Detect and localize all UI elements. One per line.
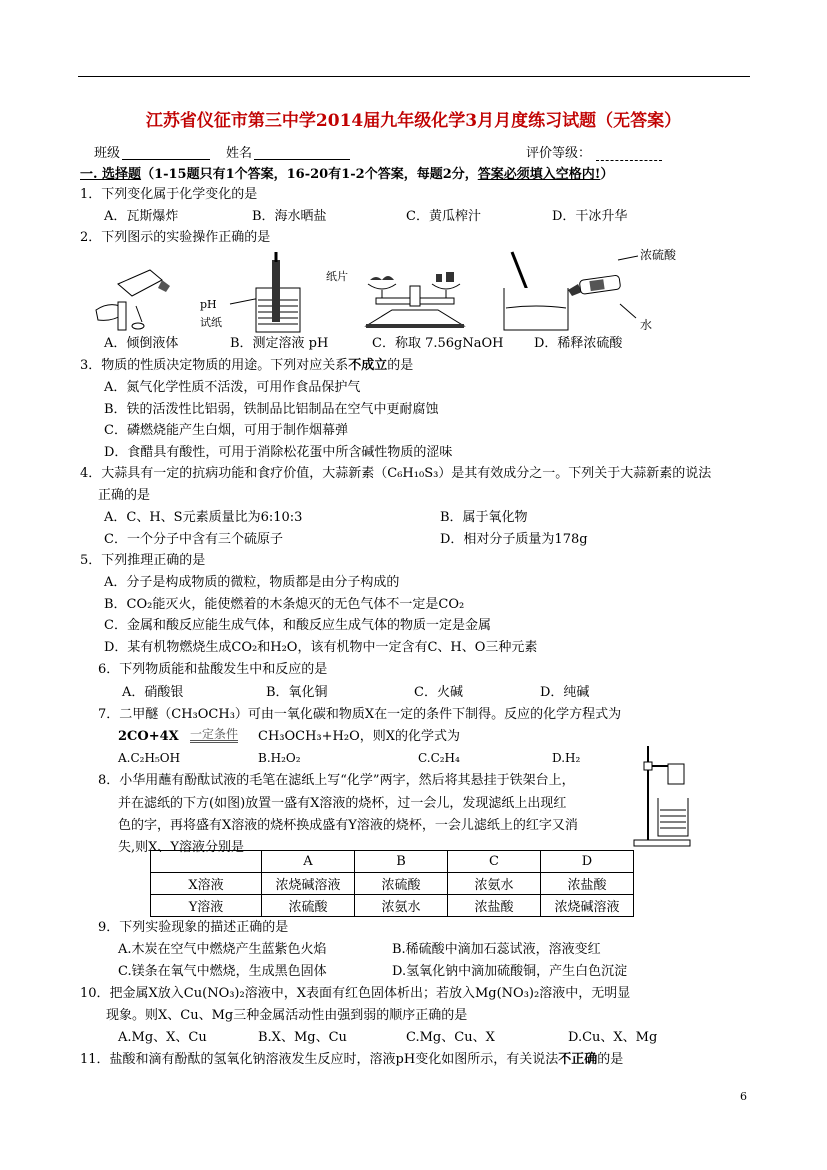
table-cell: 浓氨水: [448, 873, 541, 895]
q9-option-b: B.稀硫酸中滴加石蕊试液，溶液变红: [392, 942, 601, 957]
table-cell: [151, 851, 262, 873]
table-cell: 浓烧碱溶液: [262, 873, 355, 895]
ph-label: pH: [200, 298, 217, 311]
q1-option-b: B．海水晒盐: [252, 209, 327, 224]
q2-option-c: C．称取 7.56gNaOH: [372, 336, 504, 351]
table-cell: Y溶液: [151, 895, 262, 917]
class-blank: [122, 159, 210, 160]
table-cell: A: [262, 851, 355, 873]
q7-option-b: B.H₂O₂: [258, 751, 301, 765]
q8-stem-line1: 8．小华用蘸有酚酞试液的毛笔在滤纸上写“化学”两字，然后将其悬挂于铁架台上，: [98, 773, 575, 788]
q3-option-d: D．食醋具有酸性，可用于消除松花蛋中所含碱性物质的涩味: [104, 445, 453, 460]
q1-option-c: C．黄瓜榨汁: [406, 209, 481, 224]
balance-figure: [362, 250, 472, 332]
q1-option-a: A．瓦斯爆炸: [104, 209, 179, 224]
conc-acid-label: 浓硫酸: [640, 248, 677, 262]
q9-option-a: A.木炭在空气中燃烧产生蓝紫色火焰: [118, 942, 327, 957]
q2-option-d: D．稀释浓硫酸: [534, 336, 623, 351]
table-cell: D: [541, 851, 634, 873]
q8-stem-line3: 色的字，再将盛有X溶液的烧杯换成盛有Y溶液的烧杯，一会儿滤纸上的红字又消: [118, 818, 578, 833]
q3-option-c: C．磷燃烧能产生白烟，可用于制作烟幕弹: [104, 423, 348, 438]
q7-option-c: C.C₂H₄: [418, 751, 460, 765]
q1-option-d: D．干冰升华: [552, 209, 628, 224]
table-cell: 浓烧碱溶液: [541, 895, 634, 917]
class-label: 班级: [94, 146, 121, 161]
water-label: 水: [640, 318, 653, 332]
table-cell: 浓硫酸: [262, 895, 355, 917]
q4-stem-line2: 正确的是: [98, 488, 151, 503]
q7-equation-left: 2CO+4X: [118, 729, 179, 744]
table-cell: C: [448, 851, 541, 873]
paper-piece-label: 纸片: [326, 270, 348, 283]
q8-stem-line2: 并在滤纸的下方(如图)放置一盛有X溶液的烧杯，过一会儿，发现滤纸上出现红: [118, 796, 567, 811]
q3-stem: 3．物质的性质决定物质的用途。下列对应关系不成立的是: [80, 358, 414, 373]
q9-option-c: C.镁条在氧气中燃烧，生成黑色固体: [118, 964, 327, 979]
q3-option-a: A．氮气化学性质不活泼，可用作食品保护气: [104, 380, 361, 395]
q4-option-b: B．属于氧化物: [440, 510, 528, 525]
table-header-row: [151, 851, 634, 873]
q7-option-a: A.C₂H₅OH: [118, 751, 181, 765]
q5-option-b: B．CO₂能灭火，能使燃着的木条熄灭的无色气体不一定是CO₂: [104, 597, 465, 612]
q4-stem-line1: 4．大蒜具有一定的抗病功能和食疗价值，大蒜新素（C₆H₁₀S₃）是其有效成分之一。下列关于大蒜新素的说法: [80, 466, 712, 481]
q8-answer-table: [150, 850, 634, 917]
q10-option-b: B.X、Mg、Cu: [258, 1030, 347, 1045]
q10-option-d: D.Cu、X、Mg: [568, 1030, 658, 1045]
q10-option-c: C.Mg、Cu、X: [406, 1030, 495, 1045]
page-number: 6: [740, 1090, 747, 1103]
q4-option-d: D．相对分子质量为178g: [440, 532, 588, 547]
q3-option-b: B．铁的活泼性比铝弱，铁制品比铝制品在空气中更耐腐蚀: [104, 402, 439, 417]
table-cell: B: [355, 851, 448, 873]
name-label: 姓名: [226, 146, 253, 161]
q5-stem: 5．下列推理正确的是: [80, 553, 206, 568]
q1-stem: 1．下列变化属于化学变化的是: [80, 187, 258, 202]
q6-option-d: D．纯碱: [540, 685, 590, 700]
q2-stem: 2．下列图示的实验操作正确的是: [80, 230, 271, 245]
name-blank: [254, 159, 350, 160]
q7-option-d: D.H₂: [552, 751, 581, 765]
table-cell: 浓盐酸: [448, 895, 541, 917]
q10-stem-line1: 10．把金属X放入Cu(NO₃)₂溶液中，X表面有红色固体析出；若放入Mg(NO₃)₂溶液中，无明显: [80, 986, 631, 1001]
q5-option-d: D．某有机物燃烧生成CO₂和H₂O，该有机物中一定含有C、H、O三种元素: [104, 640, 538, 655]
q4-option-c: C．一个分子中含有三个硫原子: [104, 532, 283, 547]
q6-option-b: B．氧化铜: [266, 685, 328, 700]
grade-blank: [596, 159, 662, 161]
q9-stem: 9．下列实验现象的描述正确的是: [98, 920, 289, 935]
pouring-liquid-figure: [88, 262, 180, 334]
q5-option-c: C．金属和酸反应能生成气体，和酸反应生成气体的物质一定是金属: [104, 618, 491, 633]
q6-stem: 6．下列物质能和盐酸发生中和反应的是: [98, 662, 328, 677]
q2-option-b: B．测定溶液 pH: [230, 336, 329, 351]
table-cell: 浓硫酸: [355, 873, 448, 895]
iron-stand-figure: [628, 744, 692, 848]
section-heading: 一. 选择题（1-15题只有1个答案，16-20有1-2个答案，每题2分，答案必须填入空格内!）: [80, 167, 614, 182]
table-cell: 浓盐酸: [541, 873, 634, 895]
q10-option-a: A.Mg、X、Cu: [118, 1030, 207, 1045]
q7-stem: 7．二甲醚（CH₃OCH₃）可由一氧化碳和物质X在一定的条件下制得。反应的化学方程式为: [98, 707, 622, 722]
table-cell: 浓氨水: [355, 895, 448, 917]
dilute-acid-figure: [498, 248, 638, 334]
header-rule: [78, 76, 750, 77]
table-row: [151, 873, 634, 895]
q6-option-a: A．硝酸银: [122, 685, 184, 700]
grade-label: 评价等级：: [526, 146, 592, 161]
q2-option-a: A．倾倒液体: [104, 336, 179, 351]
q11-stem: 11．盐酸和滴有酚酞的氢氧化钠溶液发生反应时，溶液pH变化如图所示，有关说法不正确的是: [80, 1052, 624, 1067]
q7-equation-right: CH₃OCH₃+H₂O，则X的化学式为: [258, 729, 461, 744]
q5-option-a: A．分子是构成物质的微粒，物质都是由分子构成的: [104, 575, 400, 590]
page-title: 江苏省仪征市第三中学2014届九年级化学3月月度练习试题（无答案）: [145, 111, 682, 131]
q9-option-d: D.氢氧化钠中滴加硫酸铜，产生白色沉淀: [392, 964, 628, 979]
ph-test-figure: [226, 248, 316, 336]
table-cell: X溶液: [151, 873, 262, 895]
q7-equation-condition: 一定条件: [190, 727, 239, 741]
table-row: [151, 895, 634, 917]
ph-paper-label: 试纸: [200, 316, 222, 329]
q6-option-c: C．火碱: [414, 685, 463, 700]
q4-option-a: A．C、H、S元素质量比为6:10:3: [104, 510, 303, 525]
q8-stem-line4: 失,则X、Y溶液分别是: [118, 840, 244, 855]
q10-stem-line2: 现象。则X、Cu、Mg三种金属活动性由强到弱的顺序正确的是: [106, 1008, 468, 1023]
